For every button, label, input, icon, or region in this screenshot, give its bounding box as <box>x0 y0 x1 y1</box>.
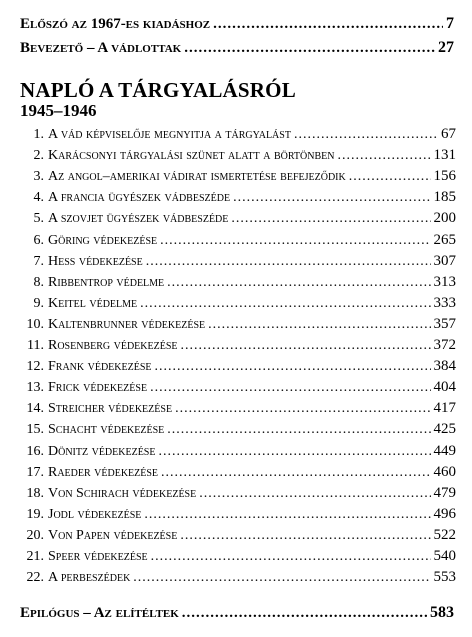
toc-entry[interactable] <box>0 567 472 588</box>
toc-entry-number: 17. <box>26 464 44 480</box>
toc-page-number: 333 <box>433 294 456 311</box>
toc-label: Göring védekezése <box>48 232 158 248</box>
dot-leader <box>167 420 430 440</box>
toc-entry[interactable] <box>0 187 472 208</box>
dot-leader <box>150 378 430 398</box>
toc-label: Ribbentrop védelme <box>48 274 165 290</box>
dot-leader <box>349 167 431 187</box>
toc-label: A francia ügyészek vádbeszéde <box>48 190 231 206</box>
toc-page-number: 131 <box>433 147 456 164</box>
toc-entry-number: 15. <box>26 422 44 438</box>
toc-label: Speer védekezése <box>48 549 148 564</box>
toc-page-number: 449 <box>433 442 456 459</box>
toc-page-number: 522 <box>433 526 456 543</box>
toc-entry[interactable] <box>0 377 472 398</box>
dot-leader <box>155 357 431 377</box>
toc-entry[interactable] <box>0 208 472 229</box>
toc-label: Raeder védekezése <box>48 464 159 480</box>
toc-page-number: 372 <box>433 337 456 353</box>
dot-leader <box>231 209 430 229</box>
toc-label: Keitel védelme <box>48 295 138 311</box>
toc-entry-text <box>20 167 346 187</box>
toc-page-number: 404 <box>433 379 456 396</box>
toc-entry-text <box>20 357 152 377</box>
toc-entry-number: 14. <box>26 401 44 417</box>
dot-leader <box>180 526 430 546</box>
toc-page-number: 496 <box>433 505 456 522</box>
toc-page-number: 425 <box>433 421 456 438</box>
toc-label: A perbeszédek <box>48 570 131 586</box>
toc-entry-text <box>20 399 172 419</box>
toc-label: Rosenberg védekezése <box>48 338 178 353</box>
toc-entry-text <box>20 273 164 293</box>
toc-entry-number: 13. <box>26 380 44 396</box>
toc-label: Karácsonyi tárgyalási szünet alatt a börtönben <box>48 148 335 164</box>
toc-label: Frick védekezése <box>48 380 148 396</box>
toc-label: Bevezető – A vádlottak <box>20 40 182 56</box>
toc-label: Kaltenbrunner védekezése <box>48 316 206 332</box>
toc-entry-text <box>20 484 196 504</box>
toc-label: Frank védekezése <box>48 359 152 375</box>
toc-label: A szovjet ügyészek vádbeszéde <box>48 211 229 227</box>
toc-page-number: 67 <box>441 126 456 142</box>
toc-entry-text <box>20 188 230 208</box>
toc-page-number: 540 <box>433 548 456 564</box>
toc-entry-text <box>20 378 147 398</box>
toc-entry-text <box>20 505 141 525</box>
toc-label: Von Papen védekezése <box>48 527 178 543</box>
dot-leader <box>184 38 435 58</box>
toc-page-number: 156 <box>433 168 456 185</box>
toc-entry[interactable] <box>0 462 472 483</box>
toc-entry-number: 5. <box>33 211 44 227</box>
toc-entry-number: 12. <box>26 359 44 375</box>
dot-leader <box>213 14 443 34</box>
toc-entry-number: 8. <box>33 274 44 290</box>
dot-leader <box>175 399 430 419</box>
dot-leader <box>208 315 430 335</box>
toc-entry-text <box>20 125 291 145</box>
toc-page-number: 307 <box>433 252 456 269</box>
dot-leader <box>133 568 430 588</box>
section-subtitle: 1945–1946 <box>20 101 97 120</box>
toc-entry[interactable] <box>0 124 472 145</box>
toc-entry-text <box>20 442 155 462</box>
toc-page-number: 185 <box>433 189 456 206</box>
toc-page-number: 417 <box>433 400 456 417</box>
toc-entry-number: 21. <box>26 549 44 564</box>
toc-entry[interactable] <box>0 504 472 525</box>
toc-page-number: 265 <box>433 231 456 248</box>
toc-entry-text <box>20 568 130 588</box>
toc-entry-text <box>20 252 143 272</box>
toc-entry-number: 7. <box>33 253 44 269</box>
dot-leader <box>151 547 431 567</box>
toc-page-number: 7 <box>446 15 454 32</box>
toc-page-number: 200 <box>433 210 456 227</box>
toc-entry-number: 9. <box>33 295 44 311</box>
toc-label: A vád képviselője megnyitja a tárgyalást <box>48 127 291 142</box>
toc-entry-text <box>20 420 164 440</box>
toc-entry[interactable] <box>0 419 472 440</box>
dot-leader <box>294 125 438 145</box>
toc-front-introduction[interactable] <box>0 38 472 58</box>
toc-page-number: 384 <box>433 358 456 375</box>
toc-entry-text <box>20 526 177 546</box>
dot-leader <box>161 463 430 483</box>
toc-page-number: 357 <box>433 315 456 332</box>
toc-entry[interactable] <box>0 546 472 567</box>
toc-label: Az angol–amerikai vádirat ismertetése befejeződik <box>48 169 346 185</box>
toc-page-number: 583 <box>430 604 454 621</box>
dot-leader <box>233 188 430 208</box>
toc-entry-text <box>20 146 334 166</box>
toc-entry[interactable] <box>0 166 472 187</box>
toc-page-number: 460 <box>433 463 456 480</box>
toc-entry-number: 3. <box>33 169 44 185</box>
toc-entry[interactable] <box>0 293 472 314</box>
toc-entry-text <box>20 463 158 483</box>
toc-entry-number: 10. <box>26 316 44 332</box>
toc-entry[interactable] <box>0 145 472 166</box>
toc-entry[interactable] <box>0 356 472 377</box>
toc-entry[interactable] <box>0 230 472 251</box>
toc-label: Epilógus – Az elítéltek <box>20 605 179 621</box>
toc-entry[interactable] <box>0 398 472 419</box>
dot-leader <box>167 273 430 293</box>
dot-leader <box>146 252 431 272</box>
toc-page-number: 553 <box>433 569 456 586</box>
dot-leader <box>144 505 430 525</box>
toc-entry-number: 11. <box>27 338 44 353</box>
dot-leader <box>182 603 427 623</box>
toc-label: Előszó az 1967-es kiadáshoz <box>20 16 211 32</box>
toc-label: Streicher védekezése <box>48 401 173 417</box>
dot-leader <box>158 442 430 462</box>
toc-entry[interactable] <box>0 525 472 546</box>
toc-front-preface[interactable] <box>0 14 472 34</box>
toc-entry-number: 1. <box>33 127 44 142</box>
toc-entry-number: 18. <box>26 485 44 501</box>
toc-entry-text <box>20 209 228 229</box>
toc-entry[interactable] <box>0 483 472 504</box>
toc-label: Jodl védekezése <box>48 506 142 522</box>
toc-entry[interactable] <box>0 335 472 356</box>
toc-entry[interactable] <box>0 314 472 335</box>
toc-label: Von Schirach védekezése <box>48 485 197 501</box>
dot-leader <box>181 336 431 356</box>
section-title: NAPLÓ A TÁRGYALÁSRÓL <box>20 78 296 102</box>
toc-entry-number: 22. <box>26 570 44 586</box>
toc-entry-text <box>20 336 178 356</box>
dot-leader <box>337 146 430 166</box>
toc-label: Hess védekezése <box>48 253 143 269</box>
toc-page-number: 313 <box>433 273 456 290</box>
dot-leader <box>160 231 430 251</box>
toc-label: Dönitz védekezése <box>48 443 156 459</box>
toc-label: Schacht védekezése <box>48 422 165 438</box>
toc-entry-number: 2. <box>33 148 44 164</box>
toc-back-epilogue[interactable] <box>0 603 472 623</box>
toc-entry[interactable] <box>0 251 472 272</box>
toc-entry-text <box>20 231 157 251</box>
toc-entry-number: 4. <box>33 190 44 206</box>
toc-entry-number: 16. <box>26 443 44 459</box>
toc-entry-text <box>20 547 148 567</box>
toc-entry-text <box>20 294 137 314</box>
toc-entry-number: 19. <box>26 506 44 522</box>
toc-entry-text <box>20 315 205 335</box>
toc-page-number: 479 <box>433 484 456 501</box>
toc-entry-number: 6. <box>33 232 44 248</box>
toc-entry[interactable] <box>0 441 472 462</box>
toc-entry-number: 20. <box>26 527 44 543</box>
dot-leader <box>199 484 430 504</box>
dot-leader <box>140 294 430 314</box>
toc-entry[interactable] <box>0 272 472 293</box>
toc-page-number: 27 <box>438 39 454 56</box>
